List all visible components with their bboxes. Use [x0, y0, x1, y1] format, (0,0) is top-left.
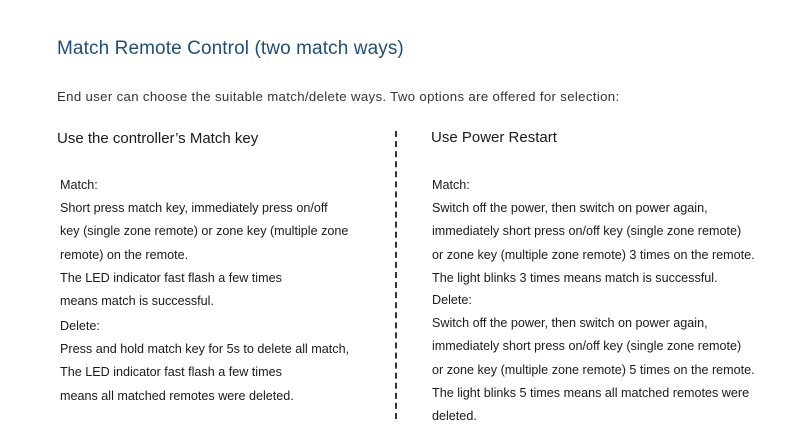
right-match-label: Match:: [432, 178, 470, 192]
right-delete-line: or zone key (multiple zone remote) 5 times on the remote.: [432, 362, 755, 377]
left-match-line: Short press match key, immediately press on/off: [60, 201, 328, 216]
right-match-section: [432, 174, 755, 290]
left-delete-label: Delete:: [60, 319, 100, 333]
column-divider: [395, 131, 397, 419]
right-match-line: The light blinks 3 times means match is successful.: [432, 270, 718, 285]
right-delete-label: Delete:: [432, 293, 472, 307]
left-delete-line: Press and hold match key for 5s to delete all match,: [60, 342, 350, 357]
left-match-line: The LED indicator fast flash a few times: [60, 270, 282, 285]
left-match-line: key (single zone remote) or zone key (multiple zone: [60, 224, 349, 239]
right-delete-line: deleted.: [432, 409, 477, 424]
right-match-line: or zone key (multiple zone remote) 3 times on the remote.: [432, 247, 755, 262]
right-delete-line: immediately short press on/off key (single zone remote): [432, 339, 742, 354]
right-delete-line: Switch off the power, then switch on power again,: [432, 316, 708, 331]
right-match-line: Switch off the power, then switch on power again,: [432, 201, 708, 216]
page-title: Match Remote Control (two match ways): [57, 38, 404, 59]
right-column-heading: Use Power Restart: [431, 129, 557, 146]
left-match-label: Match:: [60, 178, 98, 192]
right-delete-line: The light blinks 5 times means all matched remotes were: [432, 385, 750, 400]
left-match-line: means match is successful.: [60, 294, 214, 309]
left-delete-line: The LED indicator fast flash a few times: [60, 365, 282, 380]
left-match-section: [60, 174, 348, 313]
left-match-line: remote) on the remote.: [60, 247, 189, 262]
left-delete-section: [60, 315, 349, 408]
right-delete-section: [432, 289, 755, 428]
left-delete-line: means all matched remotes were deleted.: [60, 388, 294, 403]
left-column-heading: Use the controller’s Match key: [57, 130, 259, 147]
page-subtitle: End user can choose the suitable match/delete ways. Two options are offered for selection:: [57, 89, 620, 104]
right-match-line: immediately short press on/off key (single zone remote): [432, 224, 742, 239]
